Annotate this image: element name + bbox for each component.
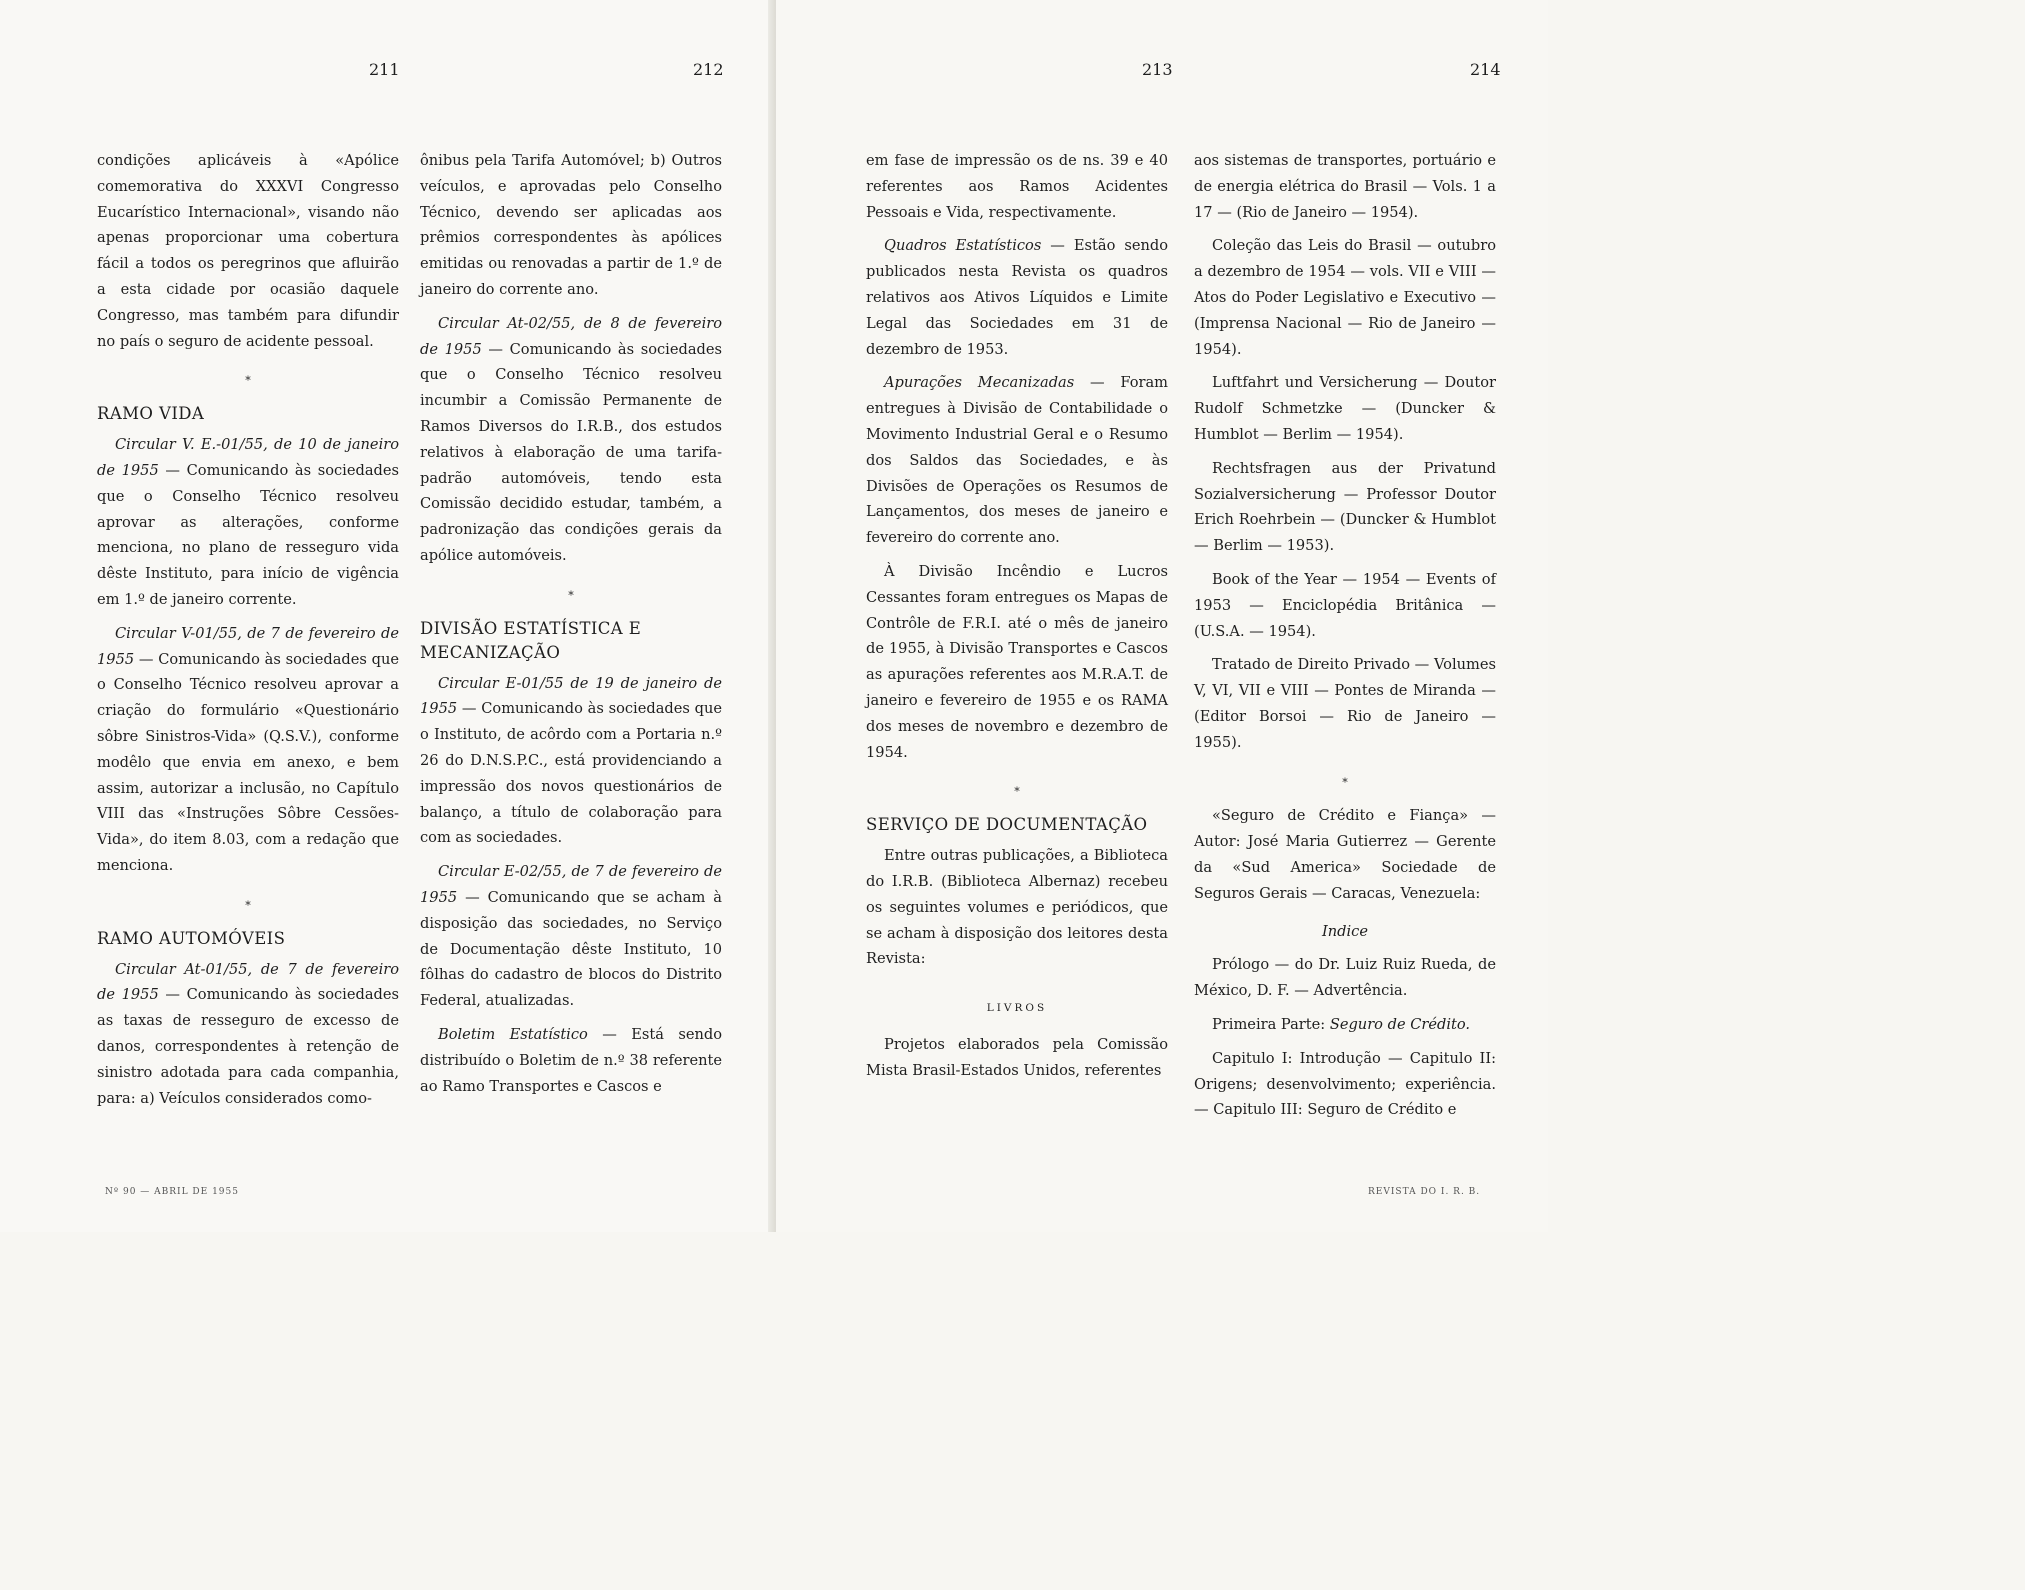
- section-heading-servico-documentacao: SERVIÇO DE DOCUMENTAÇÃO: [866, 815, 1148, 835]
- column-211: [97, 148, 399, 1119]
- paragraph: [420, 671, 722, 852]
- book-entry: Luftfahrt und Versicherung — Doutor Rudolf Schmetzke — (Duncker & Humblot — Berlim — 1954).: [1194, 374, 1496, 443]
- section-heading-ramo-vida: RAMO VIDA: [97, 404, 205, 424]
- paragraph: [97, 957, 399, 1112]
- circular-reference: Circular E-02/55, de 7 de fevereiro de 1955: [420, 863, 722, 906]
- index-entry-label: Primeira Parte:: [1212, 1015, 1330, 1033]
- page-number-214: 214: [1470, 60, 1501, 79]
- paragraph: [866, 370, 1168, 551]
- paragraph: [420, 311, 722, 569]
- paragraph: em fase de impressão os de ns. 39 e 40 referentes aos Ramos Acidentes Pessoais e Vida, respectivamente.: [866, 152, 1168, 221]
- paragraph: [97, 621, 399, 879]
- index-entry: Prólogo — do Dr. Luiz Ruiz Rueda, de México, D. F. — Advertência.: [1194, 956, 1496, 1000]
- circular-reference: Circular E-01/55 de 19 de janeiro de 1955: [420, 674, 722, 718]
- circular-reference: Circular V-01/55, de 7 de fevereiro de 1955: [97, 624, 399, 668]
- section-separator: *: [1342, 775, 1348, 789]
- paragraph: [866, 233, 1168, 362]
- right-page: [776, 0, 1548, 1232]
- column-213: [866, 148, 1168, 1092]
- paragraph-text: — Comunicando às sociedades que o Conselho Técnico resolveu aprovar as alterações, conforme menciona, no plano de resseguro vida dêste Instituto, para início de vigência em 1.º de janeiro corrente.: [97, 461, 400, 608]
- page-number-212: 212: [693, 60, 724, 79]
- section-reference: Apurações Mecanizadas: [884, 374, 1075, 392]
- section-separator: *: [245, 374, 251, 388]
- book-entry: Coleção das Leis do Brasil — outubro a dezembro de 1954 — vols. VII e VIII — Atos do Poder Legislativo e Executivo — (Imprensa Nacional — Rio de Janeiro — 1954).: [1194, 237, 1496, 358]
- paragraph-text: — Comunicando às sociedades que o Conselho Técnico resolveu aprovar a criação do formulário «Questionário sôbre Sinistros-Vida» (Q.S.V.), conforme modêlo que envia em anexo, e bem assim, autorizar a inclusão, no Capítulo VIII das «Instruções Sôbre Cessões-Vida», do item 8.03, com a redação que menciona.: [97, 650, 399, 874]
- paragraph-text: — Comunicando que se acham à disposição das sociedades, no Serviço de Documentação dêste Instituto, 10 fôlhas do cadastro de blocos do Distrito Federal, atualizadas.: [420, 888, 722, 1010]
- paragraph-text: — Foram entregues à Divisão de Contabilidade o Movimento Industrial Geral e o Resumo dos Saldos das Sociedades, e às Divisões de Operações os Resumos de Lançamentos, dos meses de janeiro e fevereiro do corrente ano.: [866, 374, 1168, 547]
- section-heading-divisao-estatistica: DIVISÃO ESTATÍSTICA E MECANIZAÇÃO: [420, 618, 642, 662]
- left-page: [0, 0, 776, 1232]
- footer-issue: Nº 90 — ABRIL DE 1955: [105, 1187, 239, 1197]
- column-212: [420, 148, 722, 1107]
- column-214: [1194, 148, 1496, 1131]
- paragraph: Entre outras publicações, a Biblioteca do I.R.B. (Biblioteca Albernaz) recebeu os seguintes volumes e periódicos, que se acham à disposição dos leitores desta Revista:: [866, 847, 1168, 968]
- book-entry: «Seguro de Crédito e Fiança» — Autor: José Maria Gutierrez — Gerente da «Sud America» Sociedade de Seguros Gerais — Caracas, Venezuela:: [1194, 807, 1496, 902]
- section-separator: *: [568, 588, 574, 602]
- section-reference: Quadros Estatísticos: [884, 237, 1042, 255]
- paragraph: condições aplicáveis à «Apólice comemorativa do XXXVI Congresso Eucarístico Internacional», visando não apenas proporcionar uma cobertura fácil a todos os peregrinos que afluirão a esta cidade por ocasião daquele Congresso, mas também para difundir no país o seguro de acidente pessoal.: [97, 152, 399, 350]
- section-separator: *: [245, 898, 251, 912]
- index-entry-title: Seguro de Crédito.: [1329, 1015, 1471, 1033]
- book-entry: Rechtsfragen aus der Privatund Sozialversicherung — Professor Doutor Erich Roehrbein — (Duncker & Humblot — Berlim — 1953).: [1194, 459, 1496, 555]
- paragraph-text: — Comunicando às sociedades que o Instituto, de acôrdo com a Portaria n.º 26 do D.N.S.P.C., está providenciando a impressão dos novos questionários de balanço, a título de colaboração para com as sociedades.: [420, 700, 722, 847]
- paragraph-text: — Comunicando às sociedades as taxas de resseguro de excesso de danos, correspondentes à retenção de sinistro adotada para cada companhia, para: a) Veículos considerados como-: [97, 986, 400, 1107]
- index-heading: Indice: [1322, 922, 1368, 940]
- paragraph-text: — Comunicando às sociedades que o Conselho Técnico resolveu incumbir a Comissão Permanente de Ramos Diversos do I.R.B., dos estudos relativos à elaboração de uma tarifa-padrão automóveis, tendo esta Comissão decidido estudar, também, a padronização das condições gerais da apólice automóveis.: [420, 340, 723, 564]
- paragraph: [97, 432, 399, 613]
- page-number-211: 211: [369, 60, 400, 79]
- bulletin-reference: Boletim Estatístico: [438, 1025, 588, 1043]
- paragraph: ônibus pela Tarifa Automóvel; b) Outros veículos, e aprovadas pelo Conselho Técnico, devendo ser aplicadas aos prêmios correspondentes às apólices emitidas ou renovadas a partir de 1.º de janeiro do corrente ano.: [420, 152, 722, 298]
- circular-reference: Circular At-02/55, de 8 de fevereiro de 1955: [420, 314, 722, 358]
- paragraph-text: — Está sendo distribuído o Boletim de n.º 38 referente ao Ramo Transportes e Cascos e: [420, 1025, 723, 1095]
- paragraph: [420, 859, 722, 1014]
- index-entry: [1194, 1012, 1496, 1038]
- circular-reference: Circular At-01/55, de 7 de fevereiro de 1955: [97, 960, 399, 1004]
- paragraph: [420, 1022, 722, 1099]
- page-number-213: 213: [1142, 60, 1173, 79]
- paragraph: aos sistemas de transportes, portuário e de energia elétrica do Brasil — Vols. 1 a 17 — (Rio de Janeiro — 1954).: [1194, 152, 1496, 221]
- paragraph: À Divisão Incêndio e Lucros Cessantes foram entregues os Mapas de Contrôle de F.R.I. até o mês de janeiro de 1955, à Divisão Transportes e Cascos as apurações referentes aos M.R.A.T. de janeiro e fevereiro de 1955 e os RAMA dos meses de novembro e dezembro de 1954.: [866, 562, 1168, 761]
- footer-journal: REVISTA DO I. R. B.: [1368, 1187, 1481, 1197]
- book-entry: Tratado de Direito Privado — Volumes V, VI, VII e VIII — Pontes de Miranda — (Editor Borsoi — Rio de Janeiro — 1955).: [1194, 656, 1496, 751]
- subheading-livros: LIVROS: [986, 1002, 1048, 1015]
- paragraph-text: — Estão sendo publicados nesta Revista os quadros relativos aos Ativos Líquidos e Limite Legal das Sociedades em 31 de dezembro de 1953.: [866, 237, 1168, 358]
- section-heading-ramo-automoveis: RAMO AUTOMÓVEIS: [97, 928, 286, 948]
- paragraph: Projetos elaborados pela Comissão Mista Brasil-Estados Unidos, referentes: [866, 1035, 1168, 1079]
- book-entry: Book of the Year — 1954 — Events of 1953 — Enciclopédia Britânica — (U.S.A. — 1954).: [1194, 570, 1496, 640]
- circular-reference: Circular V. E.-01/55, de 10 de janeiro de 1955: [97, 436, 399, 479]
- section-separator: *: [1014, 785, 1020, 799]
- index-entry: Capitulo I: Introdução — Capitulo II: Origens; desenvolvimento; experiência. — Capitulo III: Seguro de Crédito e: [1194, 1049, 1496, 1119]
